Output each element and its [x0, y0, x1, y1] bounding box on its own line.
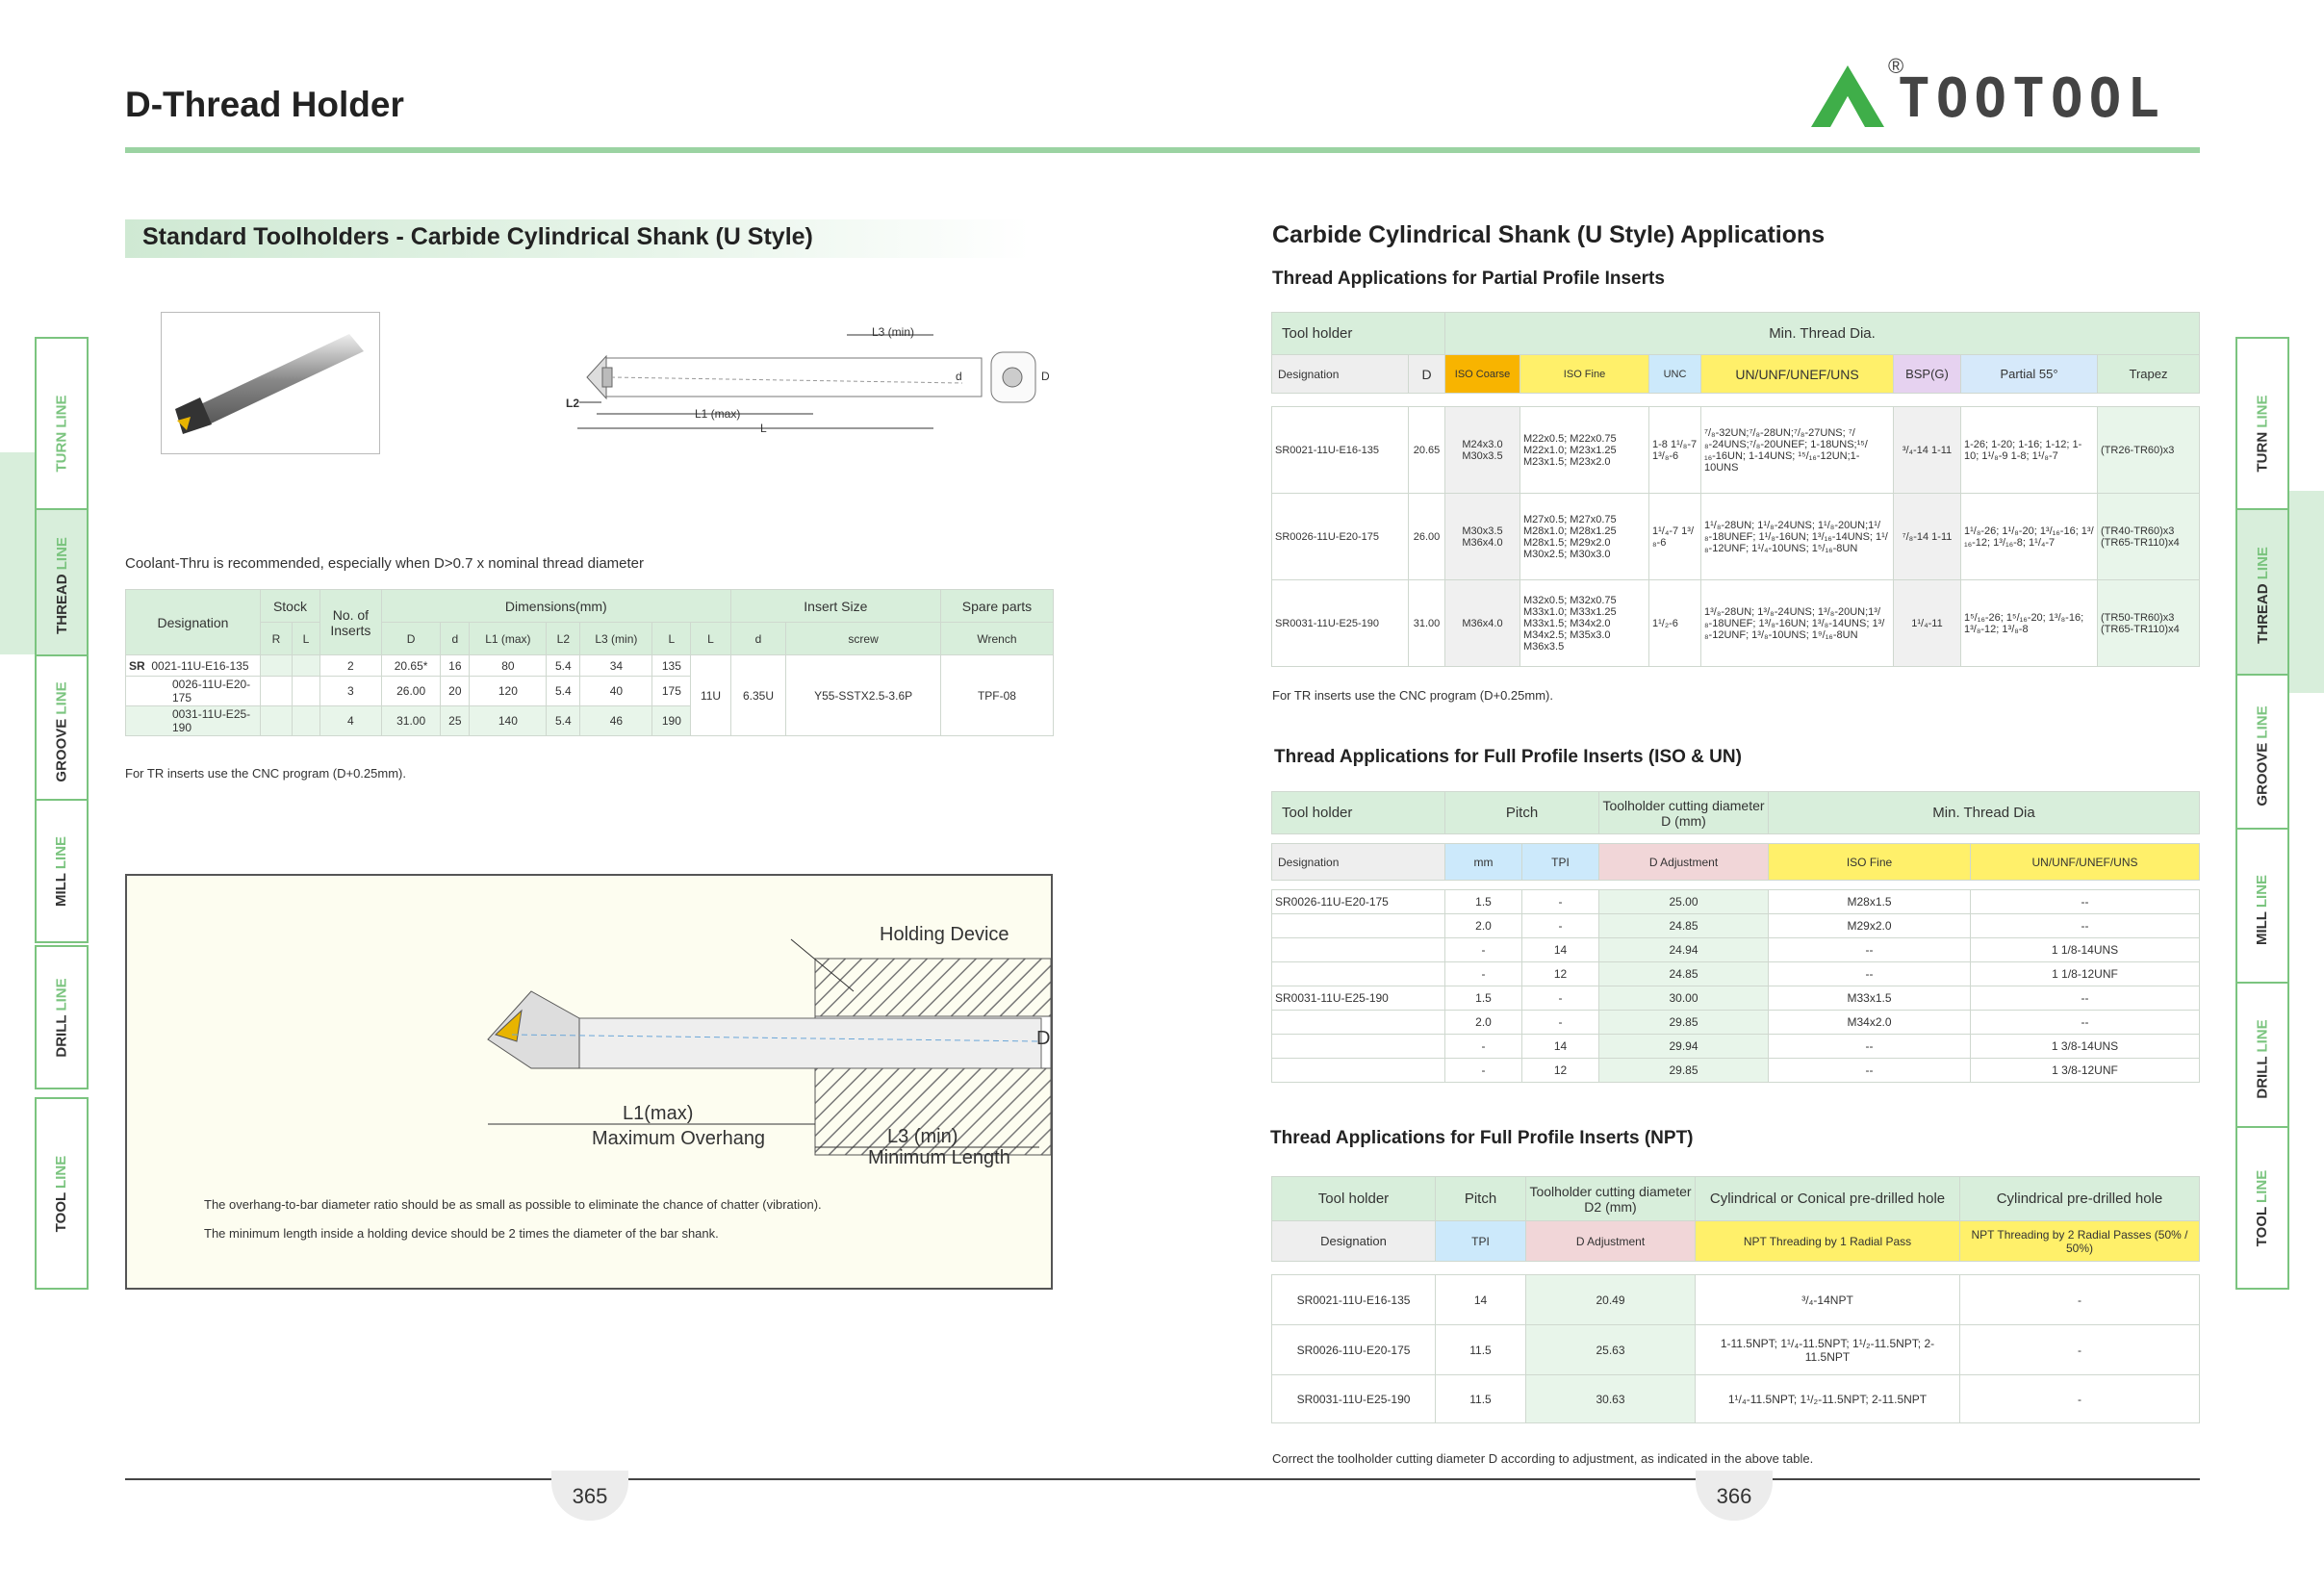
npt-one-pass: 1-11.5NPT; 1¹/₄-11.5NPT; 1¹/₂-11.5NPT; 2-11.5NPT — [1696, 1325, 1960, 1375]
tab-label: DRILL — [53, 1014, 70, 1058]
dia: 26.00 — [1409, 494, 1445, 580]
tab-mill-right[interactable] — [2235, 828, 2289, 991]
tab-label: THREAD — [53, 573, 70, 634]
npt-two-pass: - — [1960, 1275, 2200, 1325]
dim-l1: 140 — [470, 706, 547, 736]
tpi: 11.5 — [1436, 1375, 1526, 1423]
d-adjustment: 25.00 — [1599, 890, 1769, 914]
d-adjustment: 24.85 — [1599, 914, 1769, 938]
th-npt1: NPT Threading by 1 Radial Pass — [1696, 1221, 1960, 1262]
th-des: Designation — [1272, 844, 1445, 881]
page-title: D-Thread Holder — [125, 85, 404, 124]
tab-mill-left[interactable] — [35, 799, 89, 943]
th-iso-coarse: ISO Coarse — [1445, 355, 1520, 394]
pitch-mm: - — [1445, 1035, 1522, 1059]
un: 1 1/8-12UNF — [1971, 962, 2200, 986]
un: -- — [1971, 986, 2200, 1011]
insert-l: 11U — [691, 655, 730, 736]
label-d-big: D — [1041, 370, 1050, 383]
pitch-tpi: - — [1522, 986, 1599, 1011]
npt-one-pass: ³/₄-14NPT — [1696, 1275, 1960, 1325]
designation: SR0031-11U-E25-190 — [1272, 1375, 1436, 1423]
partial-title: Thread Applications for Partial Profile Inserts — [1272, 269, 1665, 289]
th-L: L — [652, 623, 691, 655]
th-cyl: Cylindrical or Conical pre-drilled hole — [1696, 1177, 1960, 1221]
min-length-label: Minimum Length — [868, 1147, 1010, 1168]
dim-D: 26.00 — [381, 677, 440, 706]
un: ⁷/₈-32UN;⁷/₈-28UN;⁷/₈-27UNS; ⁷/₈-24UNS;⁷/₈-20UNEF; 1-18UNS;¹⁵/₁₆-16UN; 1-14UNS; ¹⁵/₁₆-12UN;1-10UNS — [1701, 407, 1894, 494]
pitch-mm: 2.0 — [1445, 914, 1522, 938]
th-un: UN/UNF/UNEF/UNS — [1701, 355, 1894, 394]
un: -- — [1971, 914, 2200, 938]
th-l1: L1 (max) — [470, 623, 547, 655]
trapez: (TR40-TR60)x3 (TR65-TR110)x4 — [2098, 494, 2200, 580]
tab-label: MILL — [2254, 910, 2271, 945]
tr-note-right: For TR inserts use the CNC program (D+0.25mm). — [1272, 688, 1553, 703]
th-pitch: Pitch — [1445, 792, 1599, 834]
footer-rule — [125, 1478, 2200, 1480]
toolholder-illustration — [162, 313, 381, 455]
tab-groove-right[interactable] — [2235, 674, 2289, 837]
designation: 0021-11U-E16-135 — [151, 658, 249, 673]
th-cut: Toolholder cutting diameter D (mm) — [1599, 792, 1769, 834]
th-trapez: Trapez — [2098, 355, 2200, 394]
tab-label: TURN — [53, 431, 70, 473]
th-min-thread: Min. Thread Dia. — [1445, 313, 2200, 355]
unc: 1¹/₂-6 — [1649, 580, 1701, 667]
pitch-tpi: 14 — [1522, 938, 1599, 962]
header-rule — [125, 147, 2200, 153]
designation — [1272, 914, 1445, 938]
pitch-tpi: - — [1522, 1011, 1599, 1035]
d-adjustment: 30.00 — [1599, 986, 1769, 1011]
un: 1 3/8-12UNF — [1971, 1059, 2200, 1083]
tab-line: LINE — [53, 835, 70, 869]
tab-line: LINE — [2254, 394, 2271, 428]
d-adjustment: 24.94 — [1599, 938, 1769, 962]
full-profile-table — [1271, 791, 2200, 1083]
th-dimensions: Dimensions(mm) — [381, 590, 730, 623]
tpi: 14 — [1436, 1275, 1526, 1325]
toolholder-photo — [161, 312, 380, 454]
d-adjustment: 29.94 — [1599, 1035, 1769, 1059]
th-r: R — [261, 623, 293, 655]
dim-d: 16 — [441, 655, 470, 677]
tab-line: LINE — [53, 536, 70, 570]
iso-fine: M32x0.5; M32x0.75 M33x1.0; M33x1.25 M33x1.5; M34x2.0 M34x2.5; M35x3.0 M36x3.5 — [1520, 580, 1649, 667]
tab-drill-right[interactable] — [2235, 982, 2289, 1136]
left-section-title: Standard Toolholders - Carbide Cylindrical Shank (U Style) — [142, 223, 813, 250]
th-screw: screw — [786, 623, 941, 655]
th-cyl2: Cylindrical pre-drilled hole — [1960, 1177, 2200, 1221]
bsp: ⁷/₈-14 1-11 — [1894, 494, 1961, 580]
designation: 0026-11U-E20-175 — [126, 677, 261, 706]
diameter-label: D — [1036, 1028, 1051, 1049]
th-spare: Spare parts — [940, 590, 1053, 623]
tab-label: DRILL — [2254, 1056, 2271, 1099]
wrench-part: TPF-08 — [940, 655, 1053, 736]
th-min: Min. Thread Dia — [1769, 792, 2200, 834]
pitch-mm: - — [1445, 1059, 1522, 1083]
un: -- — [1971, 890, 2200, 914]
right-section-title: Carbide Cylindrical Shank (U Style) Applications — [1272, 221, 1826, 248]
un: -- — [1971, 1011, 2200, 1035]
pitch-tpi: 12 — [1522, 1059, 1599, 1083]
d-adjustment: 30.63 — [1526, 1375, 1696, 1423]
tr-note-left: For TR inserts use the CNC program (D+0.25mm). — [125, 766, 406, 781]
tab-line: LINE — [2254, 546, 2271, 579]
th-toolholder: Tool holder — [1272, 1177, 1436, 1221]
tab-label: GROOVE — [53, 718, 70, 782]
iso-coarse: M36x4.0 — [1445, 580, 1520, 667]
pitch-mm: 2.0 — [1445, 1011, 1522, 1035]
th-tpi: TPI — [1522, 844, 1599, 881]
iso-fine: M34x2.0 — [1769, 1011, 1971, 1035]
tab-label: TOOL — [2254, 1206, 2271, 1246]
npt-table — [1271, 1176, 2200, 1423]
tab-line: LINE — [2254, 1169, 2271, 1203]
tab-label: MILL — [53, 872, 70, 907]
th-wrench: Wrench — [940, 623, 1053, 655]
coolant-note: Coolant-Thru is recommended, especially when D>0.7 x nominal thread diameter — [125, 555, 645, 572]
logo-mark-icon — [1809, 64, 1886, 131]
iso-coarse: M24x3.0 M30x3.5 — [1445, 407, 1520, 494]
dim-l2: 5.4 — [547, 706, 580, 736]
dim-l1: 120 — [470, 677, 547, 706]
th-is-l: L — [691, 623, 730, 655]
max-overhang-label: Maximum Overhang — [592, 1128, 766, 1149]
iso-fine: -- — [1769, 1059, 1971, 1083]
iso-fine: M29x2.0 — [1769, 914, 1971, 938]
th-adj: D Adjustment — [1599, 844, 1769, 881]
l3min-label: L3 (min) — [887, 1126, 958, 1147]
tab-line: LINE — [2254, 704, 2271, 739]
dim-l1: 80 — [470, 655, 547, 677]
trapez: (TR26-TR60)x3 — [2098, 407, 2200, 494]
pitch-mm: 1.5 — [1445, 890, 1522, 914]
tab-line: LINE — [53, 680, 70, 715]
sr-prefix: SR — [129, 658, 145, 673]
dim-l3: 46 — [580, 706, 652, 736]
iso-fine: -- — [1769, 1035, 1971, 1059]
designation: SR0031-11U-E25-190 — [1272, 580, 1409, 667]
pitch-mm: 1.5 — [1445, 986, 1522, 1011]
trapez: (TR50-TR60)x3 (TR65-TR110)x4 — [2098, 580, 2200, 667]
iso-fine: M27x0.5; M27x0.75 M28x1.0; M28x1.25 M28x1.5; M29x2.0 M30x2.5; M30x3.0 — [1520, 494, 1649, 580]
partial-profile-table — [1271, 312, 2200, 667]
toolholder-table — [125, 589, 1054, 736]
th-d: d — [441, 623, 470, 655]
tab-turn-right[interactable] — [2235, 337, 2289, 529]
pitch-tpi: 14 — [1522, 1035, 1599, 1059]
npt-two-pass: - — [1960, 1375, 2200, 1423]
th-is-d: d — [730, 623, 786, 655]
dimension-drawing — [558, 318, 1059, 443]
d-adjustment: 29.85 — [1599, 1059, 1769, 1083]
dia: 31.00 — [1409, 580, 1445, 667]
th-stock: Stock — [261, 590, 320, 623]
tab-label: TURN — [2254, 431, 2271, 473]
designation: SR0026-11U-E20-175 — [1272, 890, 1445, 914]
inserts: 3 — [319, 677, 381, 706]
label-d-small: d — [956, 370, 962, 383]
overhang-note: The overhang-to-bar diameter ratio should be as small as possible to eliminate the chance of chatter (vibration). — [204, 1197, 822, 1212]
dim-d: 25 — [441, 706, 470, 736]
th-pitch: Pitch — [1436, 1177, 1526, 1221]
full-title: Thread Applications for Full Profile Inserts (ISO & UN) — [1274, 747, 1742, 767]
logo-text: TOOTOOL — [1898, 67, 2166, 130]
th-un: UN/UNF/UNEF/UNS — [1971, 844, 2200, 881]
tab-tool-right[interactable] — [2235, 1126, 2289, 1290]
unc: 1¹/₄-7 1³/₈-6 — [1649, 494, 1701, 580]
designation — [1272, 962, 1445, 986]
th-unc: UNC — [1649, 355, 1701, 394]
th-toolholder: Tool holder — [1272, 313, 1445, 355]
holding-device-label: Holding Device — [880, 924, 1009, 945]
d-adjustment: 24.85 — [1599, 962, 1769, 986]
th-toolholder: Tool holder — [1272, 792, 1445, 834]
table-row — [126, 655, 261, 677]
inserts: 2 — [319, 655, 381, 677]
th-insert-size: Insert Size — [730, 590, 940, 623]
designation: SR0031-11U-E25-190 — [1272, 986, 1445, 1011]
dim-l2: 5.4 — [547, 655, 580, 677]
tab-groove-left[interactable] — [35, 654, 89, 808]
th-D: D — [1409, 355, 1445, 394]
iso-fine: M28x1.5 — [1769, 890, 1971, 914]
iso-coarse: M30x3.5 M36x4.0 — [1445, 494, 1520, 580]
screw-part: Y55-SSTX2.5-3.6P — [786, 655, 941, 736]
bsp: ³/₄-14 1-11 — [1894, 407, 1961, 494]
tab-line: LINE — [2254, 1018, 2271, 1053]
d-adjustment: 29.85 — [1599, 1011, 1769, 1035]
th-iso-fine: ISO Fine — [1769, 844, 1971, 881]
dim-L: 135 — [652, 655, 691, 677]
dim-d: 20 — [441, 677, 470, 706]
tab-line: LINE — [53, 977, 70, 1012]
th-D: D — [381, 623, 440, 655]
tab-turn-left[interactable] — [35, 337, 89, 529]
tab-label: GROOVE — [2254, 742, 2271, 807]
bsp: 1¹/₄-11 — [1894, 580, 1961, 667]
page-number-right: 366 — [1696, 1471, 1773, 1521]
iso-fine: -- — [1769, 962, 1971, 986]
iso-fine: M33x1.5 — [1769, 986, 1971, 1011]
th-tpi: TPI — [1436, 1221, 1526, 1262]
designation: SR0021-11U-E16-135 — [1272, 1275, 1436, 1325]
un: 1 3/8-14UNS — [1971, 1035, 2200, 1059]
th-l2: L2 — [547, 623, 580, 655]
npt-note: Correct the toolholder cutting diameter D according to adjustment, as indicated in the above table. — [1272, 1451, 1814, 1466]
designation: SR0026-11U-E20-175 — [1272, 494, 1409, 580]
designation — [1272, 1011, 1445, 1035]
dim-D: 20.65* — [381, 655, 440, 677]
insert-d: 6.35U — [730, 655, 786, 736]
partial55: 1⁵/₁₆-26; 1⁵/₁₆-20; 1³/₈-16; 1³/₈-12; 1³/₈-8 — [1961, 580, 2098, 667]
label-l1: L1 (max) — [695, 407, 741, 421]
tab-thread-left[interactable] — [35, 508, 89, 662]
tab-tool-left[interactable] — [35, 1097, 89, 1290]
th-iso-fine: ISO Fine — [1520, 355, 1649, 394]
tab-line: LINE — [53, 1155, 70, 1189]
page-number-left: 365 — [551, 1471, 628, 1521]
th-des: Designation — [1272, 355, 1409, 394]
tab-label: TOOL — [53, 1191, 70, 1232]
unc: 1-8 1¹/₈-7 1³/₈-6 — [1649, 407, 1701, 494]
th-bsp: BSP(G) — [1894, 355, 1961, 394]
pitch-tpi: - — [1522, 890, 1599, 914]
dim-l3: 34 — [580, 655, 652, 677]
tab-line: LINE — [53, 394, 70, 428]
th-designation: Designation — [126, 590, 261, 655]
d-adjustment: 25.63 — [1526, 1325, 1696, 1375]
dia: 20.65 — [1409, 407, 1445, 494]
tootool-logo — [1809, 56, 2204, 133]
npt-title: Thread Applications for Full Profile Inserts (NPT) — [1270, 1128, 1694, 1148]
partial55: 1-26; 1-20; 1-16; 1-12; 1-10; 1¹/₈-9 1-8; 1¹/₈-7 — [1961, 407, 2098, 494]
pitch-tpi: - — [1522, 914, 1599, 938]
th-adj: D Adjustment — [1526, 1221, 1696, 1262]
dim-l2: 5.4 — [547, 677, 580, 706]
th-l: L — [293, 623, 320, 655]
dim-L: 175 — [652, 677, 691, 706]
th-cut: Toolholder cutting diameter D2 (mm) — [1526, 1177, 1696, 1221]
designation — [1272, 1035, 1445, 1059]
min-length-note: The minimum length inside a holding device should be 2 times the diameter of the bar shank. — [204, 1226, 719, 1241]
iso-fine: M22x0.5; M22x0.75 M22x1.0; M23x1.25 M23x1.5; M23x2.0 — [1520, 407, 1649, 494]
designation: 0031-11U-E25-190 — [126, 706, 261, 736]
tab-thread-right[interactable] — [2235, 508, 2289, 681]
tab-label: THREAD — [2254, 582, 2271, 644]
un: 1³/₈-28UN; 1³/₈-24UNS; 1³/₈-20UN;1³/₈-18UNEF; 1³/₈-16UN; 1³/₈-14UNS; 1³/₈-12UNF; 1³/₈-10UNS; 1⁹/₁₆-8UN — [1701, 580, 1894, 667]
overhang-diagram — [125, 874, 1053, 1290]
designation — [1272, 938, 1445, 962]
partial55: 1¹/₈-26; 1¹/₈-20; 1³/₁₆-16; 1³/₁₆-12; 1³/₁₆-8; 1¹/₄-7 — [1961, 494, 2098, 580]
npt-two-pass: - — [1960, 1325, 2200, 1375]
th-des: Designation — [1272, 1221, 1436, 1262]
registered-mark: ® — [1888, 54, 1904, 78]
th-npt2: NPT Threading by 2 Radial Passes (50% / 50%) — [1960, 1221, 2200, 1262]
th-l3: L3 (min) — [580, 623, 652, 655]
pitch-mm: - — [1445, 962, 1522, 986]
un: 1¹/₈-28UN; 1¹/₈-24UNS; 1¹/₈-20UN;1¹/₈-18UNEF; 1¹/₈-16UN; 1³/₁₆-14UNS; 1¹/₈-12UNF; 1¹/₄-10UNS; 1⁵/₁₆-8UN — [1701, 494, 1894, 580]
dim-l3: 40 — [580, 677, 652, 706]
label-l: L — [760, 422, 767, 435]
designation: SR0021-11U-E16-135 — [1272, 407, 1409, 494]
tab-drill-left[interactable] — [35, 945, 89, 1089]
dim-L: 190 — [652, 706, 691, 736]
iso-fine: -- — [1769, 938, 1971, 962]
th-inserts: No. of Inserts — [319, 590, 381, 655]
d-adjustment: 20.49 — [1526, 1275, 1696, 1325]
l1max-label: L1(max) — [623, 1103, 694, 1124]
label-l3: L3 (min) — [872, 325, 915, 339]
left-section-header — [125, 219, 1030, 258]
label-l2: L2 — [566, 397, 580, 410]
tab-line: LINE — [2254, 874, 2271, 908]
tpi: 11.5 — [1436, 1325, 1526, 1375]
designation — [1272, 1059, 1445, 1083]
pitch-tpi: 12 — [1522, 962, 1599, 986]
npt-one-pass: 1¹/₄-11.5NPT; 1¹/₂-11.5NPT; 2-11.5NPT — [1696, 1375, 1960, 1423]
dim-D: 31.00 — [381, 706, 440, 736]
designation: SR0026-11U-E20-175 — [1272, 1325, 1436, 1375]
pitch-mm: - — [1445, 938, 1522, 962]
un: 1 1/8-14UNS — [1971, 938, 2200, 962]
th-partial55: Partial 55° — [1961, 355, 2098, 394]
inserts: 4 — [319, 706, 381, 736]
th-mm: mm — [1445, 844, 1522, 881]
